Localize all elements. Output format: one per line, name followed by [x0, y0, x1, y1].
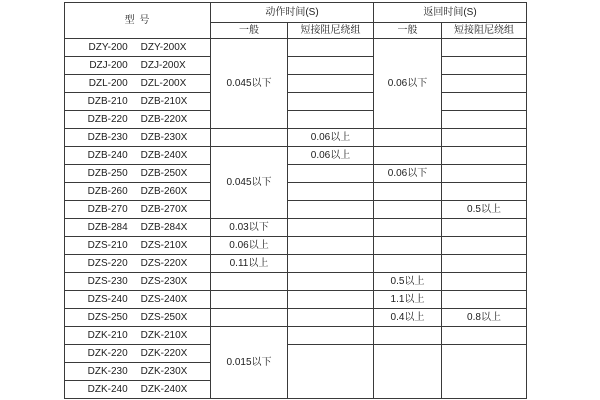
model-name-x: DZL-200X [140, 78, 187, 89]
model-cell [65, 327, 211, 345]
empty-cell [442, 345, 527, 399]
value-cell-action-damped: 0.06以上 [288, 129, 374, 147]
model-name: DZB-260 [87, 186, 128, 197]
empty-cell [442, 273, 527, 291]
model-name-x: DZJ-200X [140, 60, 186, 71]
table-row [65, 345, 527, 363]
empty-cell [374, 327, 442, 345]
table-row [65, 309, 527, 327]
model-name: DZB-240 [87, 150, 128, 161]
empty-cell [442, 237, 527, 255]
model-cell [65, 219, 211, 237]
empty-cell [442, 39, 527, 57]
empty-cell [374, 345, 442, 399]
value-cell-return-general: 0.06以下 [374, 165, 442, 183]
model-name: DZS-250 [87, 312, 128, 323]
table-row [65, 327, 527, 345]
model-name-x: DZK-240X [140, 384, 188, 395]
header-action-time: 动作时间(S) [211, 3, 374, 23]
model-name-x: DZB-210X [140, 96, 188, 107]
model-name-x: DZS-230X [140, 276, 188, 287]
model-cell [65, 291, 211, 309]
model-cell [65, 129, 211, 147]
empty-cell [374, 219, 442, 237]
empty-cell [374, 183, 442, 201]
empty-cell [288, 75, 374, 93]
empty-cell [374, 255, 442, 273]
table-row [65, 273, 527, 291]
model-name-x: DZB-230X [140, 132, 188, 143]
empty-cell [442, 147, 527, 165]
value-cell-action-general: 0.015以下 [211, 327, 288, 399]
table-row [65, 93, 527, 111]
empty-cell [442, 327, 527, 345]
value-cell-return-general: 0.4以上 [374, 309, 442, 327]
spec-table [64, 2, 527, 399]
value-cell-action-general: 0.03以下 [211, 219, 288, 237]
model-cell [65, 165, 211, 183]
value-cell-action-general: 0.11以上 [211, 255, 288, 273]
table-row [65, 291, 527, 309]
model-cell [65, 93, 211, 111]
model-cell [65, 57, 211, 75]
model-cell [65, 345, 211, 363]
value-cell-action-general: 0.045以下 [211, 147, 288, 219]
model-name-x: DZB-220X [140, 114, 188, 125]
model-name-x: DZB-250X [140, 168, 188, 179]
subheader-action-damped: 短接阻尼绕组 [288, 23, 374, 39]
value-cell-return-general: 0.5以上 [374, 273, 442, 291]
model-name: DZS-220 [87, 258, 128, 269]
subheader-action-general: 一般 [211, 23, 288, 39]
empty-cell [442, 93, 527, 111]
model-name: DZY-200 [88, 42, 128, 53]
subheader-return-general: 一般 [374, 23, 442, 39]
value-cell-action-damped: 0.06以上 [288, 147, 374, 165]
header-group-row [65, 3, 527, 23]
table-row [65, 183, 527, 201]
model-name-x: DZK-210X [140, 330, 188, 341]
table-row [65, 57, 527, 75]
model-cell [65, 39, 211, 57]
header-return-time: 返回时间(S) [374, 3, 527, 23]
model-name: DZK-230 [87, 366, 128, 377]
model-name: DZK-210 [87, 330, 128, 341]
table-row [65, 201, 527, 219]
model-name: DZK-220 [87, 348, 128, 359]
empty-cell [288, 309, 374, 327]
subheader-return-damped: 短接阻尼绕组 [442, 23, 527, 39]
model-name-x: DZK-220X [140, 348, 188, 359]
empty-cell [442, 183, 527, 201]
value-cell-return-damped: 0.5以上 [442, 201, 527, 219]
empty-cell [374, 129, 442, 147]
empty-cell [442, 111, 527, 129]
empty-cell [288, 201, 374, 219]
empty-cell [442, 255, 527, 273]
model-name-x: DZS-240X [140, 294, 188, 305]
model-cell [65, 183, 211, 201]
model-cell [65, 147, 211, 165]
model-name-x: DZY-200X [140, 42, 187, 53]
model-name: DZB-270 [87, 204, 128, 215]
empty-cell [288, 57, 374, 75]
model-cell [65, 363, 211, 381]
empty-cell [211, 129, 288, 147]
model-name: DZB-220 [87, 114, 128, 125]
model-cell [65, 111, 211, 129]
model-name-x: DZB-240X [140, 150, 188, 161]
empty-cell [374, 237, 442, 255]
empty-cell [288, 237, 374, 255]
empty-cell [288, 273, 374, 291]
empty-cell [288, 183, 374, 201]
model-name: DZS-210 [87, 240, 128, 251]
empty-cell [211, 309, 288, 327]
empty-cell [288, 165, 374, 183]
empty-cell [442, 75, 527, 93]
value-cell-action-general: 0.045以下 [211, 39, 288, 129]
table-row [65, 111, 527, 129]
empty-cell [374, 147, 442, 165]
empty-cell [288, 111, 374, 129]
model-name-x: DZS-220X [140, 258, 188, 269]
empty-cell [288, 291, 374, 309]
model-name: DZK-240 [87, 384, 128, 395]
model-name-x: DZS-210X [140, 240, 188, 251]
model-name: DZB-250 [87, 168, 128, 179]
empty-cell [288, 219, 374, 237]
empty-cell [288, 93, 374, 111]
model-cell [65, 255, 211, 273]
model-name-x: DZK-230X [140, 366, 188, 377]
model-cell [65, 381, 211, 399]
empty-cell [211, 273, 288, 291]
model-name: DZB-230 [87, 132, 128, 143]
model-name-x: DZB-270X [140, 204, 188, 215]
value-cell-return-general: 0.06以下 [374, 39, 442, 129]
model-name: DZB-284 [87, 222, 128, 233]
model-cell [65, 237, 211, 255]
model-name: DZS-230 [87, 276, 128, 287]
table-row [65, 219, 527, 237]
model-name-x: DZB-260X [140, 186, 188, 197]
value-cell-action-general: 0.06以上 [211, 237, 288, 255]
empty-cell [288, 39, 374, 57]
model-cell [65, 273, 211, 291]
table-row [65, 165, 527, 183]
table-row [65, 147, 527, 165]
value-cell-return-damped: 0.8以上 [442, 309, 527, 327]
empty-cell [442, 165, 527, 183]
value-cell-return-general: 1.1以上 [374, 291, 442, 309]
table-row [65, 129, 527, 147]
empty-cell [442, 57, 527, 75]
table-row [65, 75, 527, 93]
table-row [65, 237, 527, 255]
table-row [65, 255, 527, 273]
model-cell [65, 201, 211, 219]
empty-cell [442, 291, 527, 309]
table-row [65, 39, 527, 57]
empty-cell [288, 345, 374, 399]
empty-cell [442, 129, 527, 147]
model-name-x: DZS-250X [140, 312, 188, 323]
model-name: DZS-240 [87, 294, 128, 305]
model-cell [65, 309, 211, 327]
model-name: DZB-210 [87, 96, 128, 107]
empty-cell [288, 327, 374, 345]
model-name: DZJ-200 [89, 60, 128, 71]
empty-cell [211, 291, 288, 309]
empty-cell [288, 255, 374, 273]
empty-cell [374, 201, 442, 219]
model-name: DZL-200 [88, 78, 128, 89]
model-cell [65, 75, 211, 93]
header-model: 型 号 [65, 3, 211, 39]
model-name-x: DZB-284X [140, 222, 188, 233]
empty-cell [442, 219, 527, 237]
